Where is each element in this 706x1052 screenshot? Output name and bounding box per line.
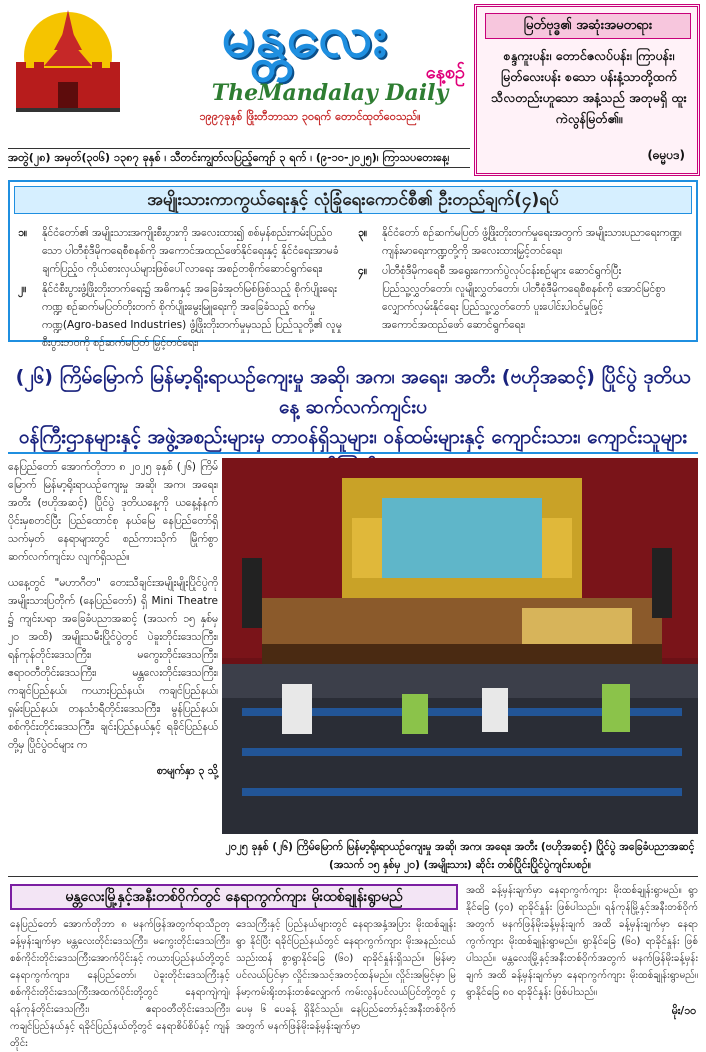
objective-number: ၁။ <box>18 227 28 239</box>
headline-line-1: (၂၆) ကြိမ်မြောက် မြန်မာ့ရိုးရာယဉ်ကျေးမှု အဆို၊ အက၊ အရေး၊ အတီး (ဗဟိုအဆင့်) ပြိုင်ပွဲ ဒုတိယနေ့ ဆက်လက်ကျင်းပ <box>15 366 691 418</box>
weather-story-heading: မန္တလေးမြို့နှင့်အနီးတစ်ဝိုက်တွင် နေရာကွက်ကျား မိုးထစ်ချုန်းရွာမည် <box>10 884 458 910</box>
headline-line-2: ဝန်ကြီးဌာနများနှင့် အဖွဲ့အစည်းများမှ တာဝန်ရှိသူများ၊ ဝန်ထမ်းများနှင့် ကျောင်းသား၊ ကျောင်းသူများ <box>18 426 688 448</box>
newspaper-logo <box>8 6 128 118</box>
objective-number: ၃။ <box>358 227 368 239</box>
weather-story-column-2 <box>236 916 456 1035</box>
buddha-teaching-box <box>474 4 700 176</box>
objective-text: နိုင်ငံတော် စဉ်ဆက်မပြတ် ဖွံ့ဖြိုးတိုးတက်မှုရေးအတွက် အမျိုးသားပညာရေးကဏ္ဍ၊ ကျန်းမာရေးကဏ္ဍတို့ကို အလေးထားမြှင့်တင်ရေး၊ <box>382 227 682 257</box>
slogan-source: (ဓမ္မပဒ) <box>647 148 685 162</box>
story-paragraph: နေပြည်တော် အောက်တိုဘာ ၈ ၂၀၂၅ ခုနှစ် (၂၆) ကြိမ်မြောက် မြန်မာ့ရိုးရာယဉ်ကျေးမှု အဆို၊ အက၊ အရေး၊ အတီး (ဗဟိုအဆင့်) ပြိုင်ပွဲ ဒုတိယနေ့ကို ယနေ့နံနက် ပိုင်းမှစတင်ပြီး ပြည်ထောင်စု နယ်မြေ နေပြည်တော်ရှိ သက်မှတ် နေရာများတွင် စည်ကားသိုက် မြိုက်စွာ ဆက်လက်ကျင်းပ လျက်ရှိသည်။ <box>8 461 218 563</box>
newspaper-english-title: TheMandalay Daily <box>211 80 449 106</box>
main-headline <box>8 352 698 448</box>
objective-text: ပါတီစုံဒီမိုကရေစီ အရွေးကောက်ပွဲလုပ်ငန်းစဉ်များ ဆောင်ရွက်ပြီး ပြည်သူ့လွှတ်တော်၊ လူမျိုးလွှတ်တော်၊ ပါတီစုံဒီမိုကရေစီစနစ်ကို အောင်မြင်စွာ လျှောက်လှမ်းနိုင်ရေး ပြည်သူ့လွှတ်တော် ပူးပေါင်းပါဝင်မှုဖြင့် အကောင်အထည်ဖော် ဆောင်ရွက်ရေး၊ <box>382 265 666 331</box>
masthead-tagline: ၁၉၉၇ခုနှစ် ဖြိုးတီဘာသာ ၃၀ရက် တောင်ထုတ်ဝေသည်။ <box>199 110 421 123</box>
objective-item <box>18 224 348 278</box>
slogan-title: မြတ်ဗုဒ္ဓ၏ အဆုံးအမတရား <box>485 13 691 39</box>
divider <box>8 452 698 454</box>
objectives-heading: အမျိုးသားကာကွယ်ရေးနှင့် လုံခြုံရေးကောင်စီ၏ ဦးတည်ချက်(၄)ရပ် <box>14 186 692 214</box>
newspaper-title: မန္တလေး <box>221 2 389 70</box>
objective-item <box>358 224 688 260</box>
photo-caption: ၂၀၂၅ ခုနှစ် (၂၆) ကြိမ်မြောက် မြန်မာ့ရိုးရာယဉ်ကျေးမှု အဆို၊ အက၊ အရေး၊ အတီး (ဗဟိုအဆင့်) ပြိုင်ပွဲ အခြေခံပညာအဆင့် (အသက် ၁၅ နှစ်မှ ၂၀) (အမျိုးသား) ဆိုင်း တစ်ပြိုင်းပြိုင်ပွဲကျင်းပစဉ်။ <box>225 841 695 871</box>
main-story <box>8 458 218 780</box>
objectives-left-column <box>18 224 348 354</box>
newspaper-subtitle: နေ့စဉ် <box>425 62 465 83</box>
objectives-box <box>8 180 698 349</box>
objective-item <box>18 280 348 352</box>
story-paragraph: ယနေ့တွင် "မဟာဂီတ" တေးသီချင်းအမျိုးမျိုးပြိုင်ပွဲကို အမျိုးသားပြတိုက် (နေပြည်တော်) ရှိ Mini Theatre ၌ ကျင်းပရာ အခြေခံပညာအဆင့် (အသက် ၁၅ နှစ်မှ ၂၀ အထိ) အမျိုးသမီးပြိုင်ပွဲတွင် ပဲခူးတိုင်းဒေသကြီး၊ ရန်ကုန်တိုင်းဒေသကြီး၊ မကွေးတိုင်းဒေသကြီး၊ ဧရာဝတီတိုင်းဒေသကြီး၊ မန္တလေးတိုင်းဒေသကြီး၊ ကချင်ပြည်နယ်၊ ကယားပြည်နယ်၊ ကချင်ပြည်နယ်၊ ရှမ်းပြည်နယ်၊ တနင်္သာရီတိုင်းဒေသကြီး၊ မွန်ပြည်နယ်၊ စစ်ကိုင်းတိုင်းဒေသကြီး၊ ချင်းပြည်နယ်နှင့် ရခိုင်ပြည်နယ်တို့မှ ပြိုင်ပွဲဝင်များ က <box>8 577 218 751</box>
objectives-right-column <box>358 224 688 336</box>
weather-story-column-1 <box>10 916 230 1052</box>
issue-dateline: အတွဲ(၂၈) အမှတ်(၃၀၆) ၁၃၈၇ ခုနှစ် ၊ သီတင်းကျွတ်လပြည့်ကျော် ၃ ရက် ၊ (၉-၁၀-၂၀၂၅)၊ ကြာသပတေးနေ့၊ <box>8 148 470 168</box>
objective-text: နိုင်ငံတော်၏ အမျိုးသားအကျိုးစီးပွားကို အလေးထား၍ စစ်မှန်စည်းကမ်းပြည့်ဝသော ပါတီစုံဒီမိုကရေစီစနစ်ကို အကောင်အထည်ဖော်နိုင်ရေးနှင့် နိုင်ငံရေးအာမခံချက်ပြည့်ဝ ကိုယ်စားလှယ်များဖြစ်ပေါ်လာရေး အစဉ်တစိုက်ဆောင်ရွက်ရေး၊ <box>42 227 339 275</box>
objective-item <box>358 262 688 334</box>
objective-number: ၄။ <box>358 265 368 277</box>
divider <box>8 876 698 877</box>
objective-number: ၂။ <box>18 283 27 295</box>
weather-continued-note: မိုး/၁၀ <box>671 1005 696 1017</box>
objective-text: နိုင်ငံစီးပွားဖွံ့ဖြိုးတိုးတက်ရေး၌ အဓိကနှင့် အခြေခံအုတ်မြစ်ဖြစ်သည့် စိုက်ပျိုးရေးကဏ္ဍ စဉ်ဆက်မပြတ်တိုးတက် စိုက်ပျိုးမွေးမြူရေးကို အခြေခံသည့် စက်မှုကဏ္ဍ(Agro-based Industries) ဖွံ့ဖြိုးတိုးတက်မှုမှသည် ပြည်သူတို့၏ လူမှုစီးပွားဘဝကို စဉ်ဆက်မပြတ် မြှင့်တင်ရေး၊ <box>42 283 342 349</box>
weather-story-text: အထိ ခန့်မှန်းချက်မှာ နေရာကွက်ကျား မိုးထစ်ချုန်းရွာမည်။ ရွာနိုင်ခြေ (၄၀) ရာခိုင်နှုန်း ဖြစ်ပါသည်။ ရန်ကုန်မြို့နှင့်အနီးတစ်ဝိုက်အတွက် မနက်ဖြန်မိုးခန့်မှန်းချက် အထိ ခန့်မှန်းချက်မှာ နေရာကွက်ကျား မိုးထစ်ချုန်းရွာမည်။ ရွာနိုင်ခြေ (၆၀) ရာခိုင်နှုန်း ဖြစ်ပါသည်။ မန္တလေးမြို့နှင့်အနီးတစ်ဝိုက်အတွက် မနက်ဖြန်မိုးခန့်မှန်းချက် အထိ ခန့်မှန်းချက်မှာ နေရာကွက်ကျား မိုးထစ်ချုန်းရွာမည်။ ရွာနိုင်ခြေ ၈၀ ရာခိုင်နှုန်း ဖြစ်ပါသည်။ <box>466 885 698 998</box>
weather-story-text: ဒေသကြီးနှင့် ပြည်နယ်များတွင် နေရာအနှံ့အပြား မိုးထစ်ချုန်းရွာ နိုင်ပြီး ရခိုင်ပြည်နယ်တွင် နေရာကွက်ကျား မိုးအနည်းငယ်သည်းထန် စွာရွာနိုင်ခြေ (၆၀) ရာခိုင်နှုန်းရှိသည်။ မြန်မာ့ပင်လယ်ပြင်မှာ လှိုင်းအသင့်အတင့်ထန်မည်။ လှိုင်းအမြင့်မှာ မြန်မာ့ကမ်းရိုးတန်းတစ်လျှောက် ကမ်းလွန်ပင်လယ်ပြင်တို့တွင် ၄ ပေမှ ၆ ပေခန့် ရှိနိုင်သည်။ နေပြည်တော်နှင့်အနီးတစ်ဝိုက်အတွက် မနက်ဖြန်မိုးခန့်မှန်းချက်မှာ <box>236 919 456 1032</box>
weather-story-column-3 <box>466 882 698 1001</box>
event-photo <box>222 458 698 834</box>
weather-story-text: နေပြည်တော် အောက်တိုဘာ ၈ မနက်ဖြန်အတွက်ရာသီဥတုခန့်မှန်းချက်မှာ မန္တလေးတိုင်းဒေသကြီး၊ မကွေးတိုင်းဒေသကြီး၊ စစ်ကိုင်းတိုင်းဒေသကြီးအောက်ပိုင်းနှင့် ကယားပြည်နယ်တို့တွင် နေရာကွက်ကျား၊ နေပြည်တော်၊ ပဲခူးတိုင်းဒေသကြီးနှင့် စစ်ကိုင်းတိုင်းဒေသကြီးအထက်ပိုင်းတို့တွင် နေရာကျဲကျဲ၊ ရန်ကုန်တိုင်းဒေသကြီး၊ ဧရာဝတီတိုင်းဒေသကြီး၊ ကချင်ပြည်နယ်နှင့် ရခိုင်ပြည်နယ်တို့တွင် နေရာစိပ်စိပ်နှင့် ကျန်တိုင်း <box>10 919 230 1049</box>
slogan-text: စန္ဒကူးပန်း၊ တောင်ဇလပ်ပန်း၊ ကြာပန်း၊ မြတ်လေးပန်း စသော ပန်းနံ့သာတို့ထက် သီလတည်းဟူသော အနံ့သည် အတုမရှိ ထူးကဲလွန်မြတ်၏။ <box>491 48 687 126</box>
continued-note: စာမျက်နှာ ၃ သို့ <box>156 765 218 777</box>
